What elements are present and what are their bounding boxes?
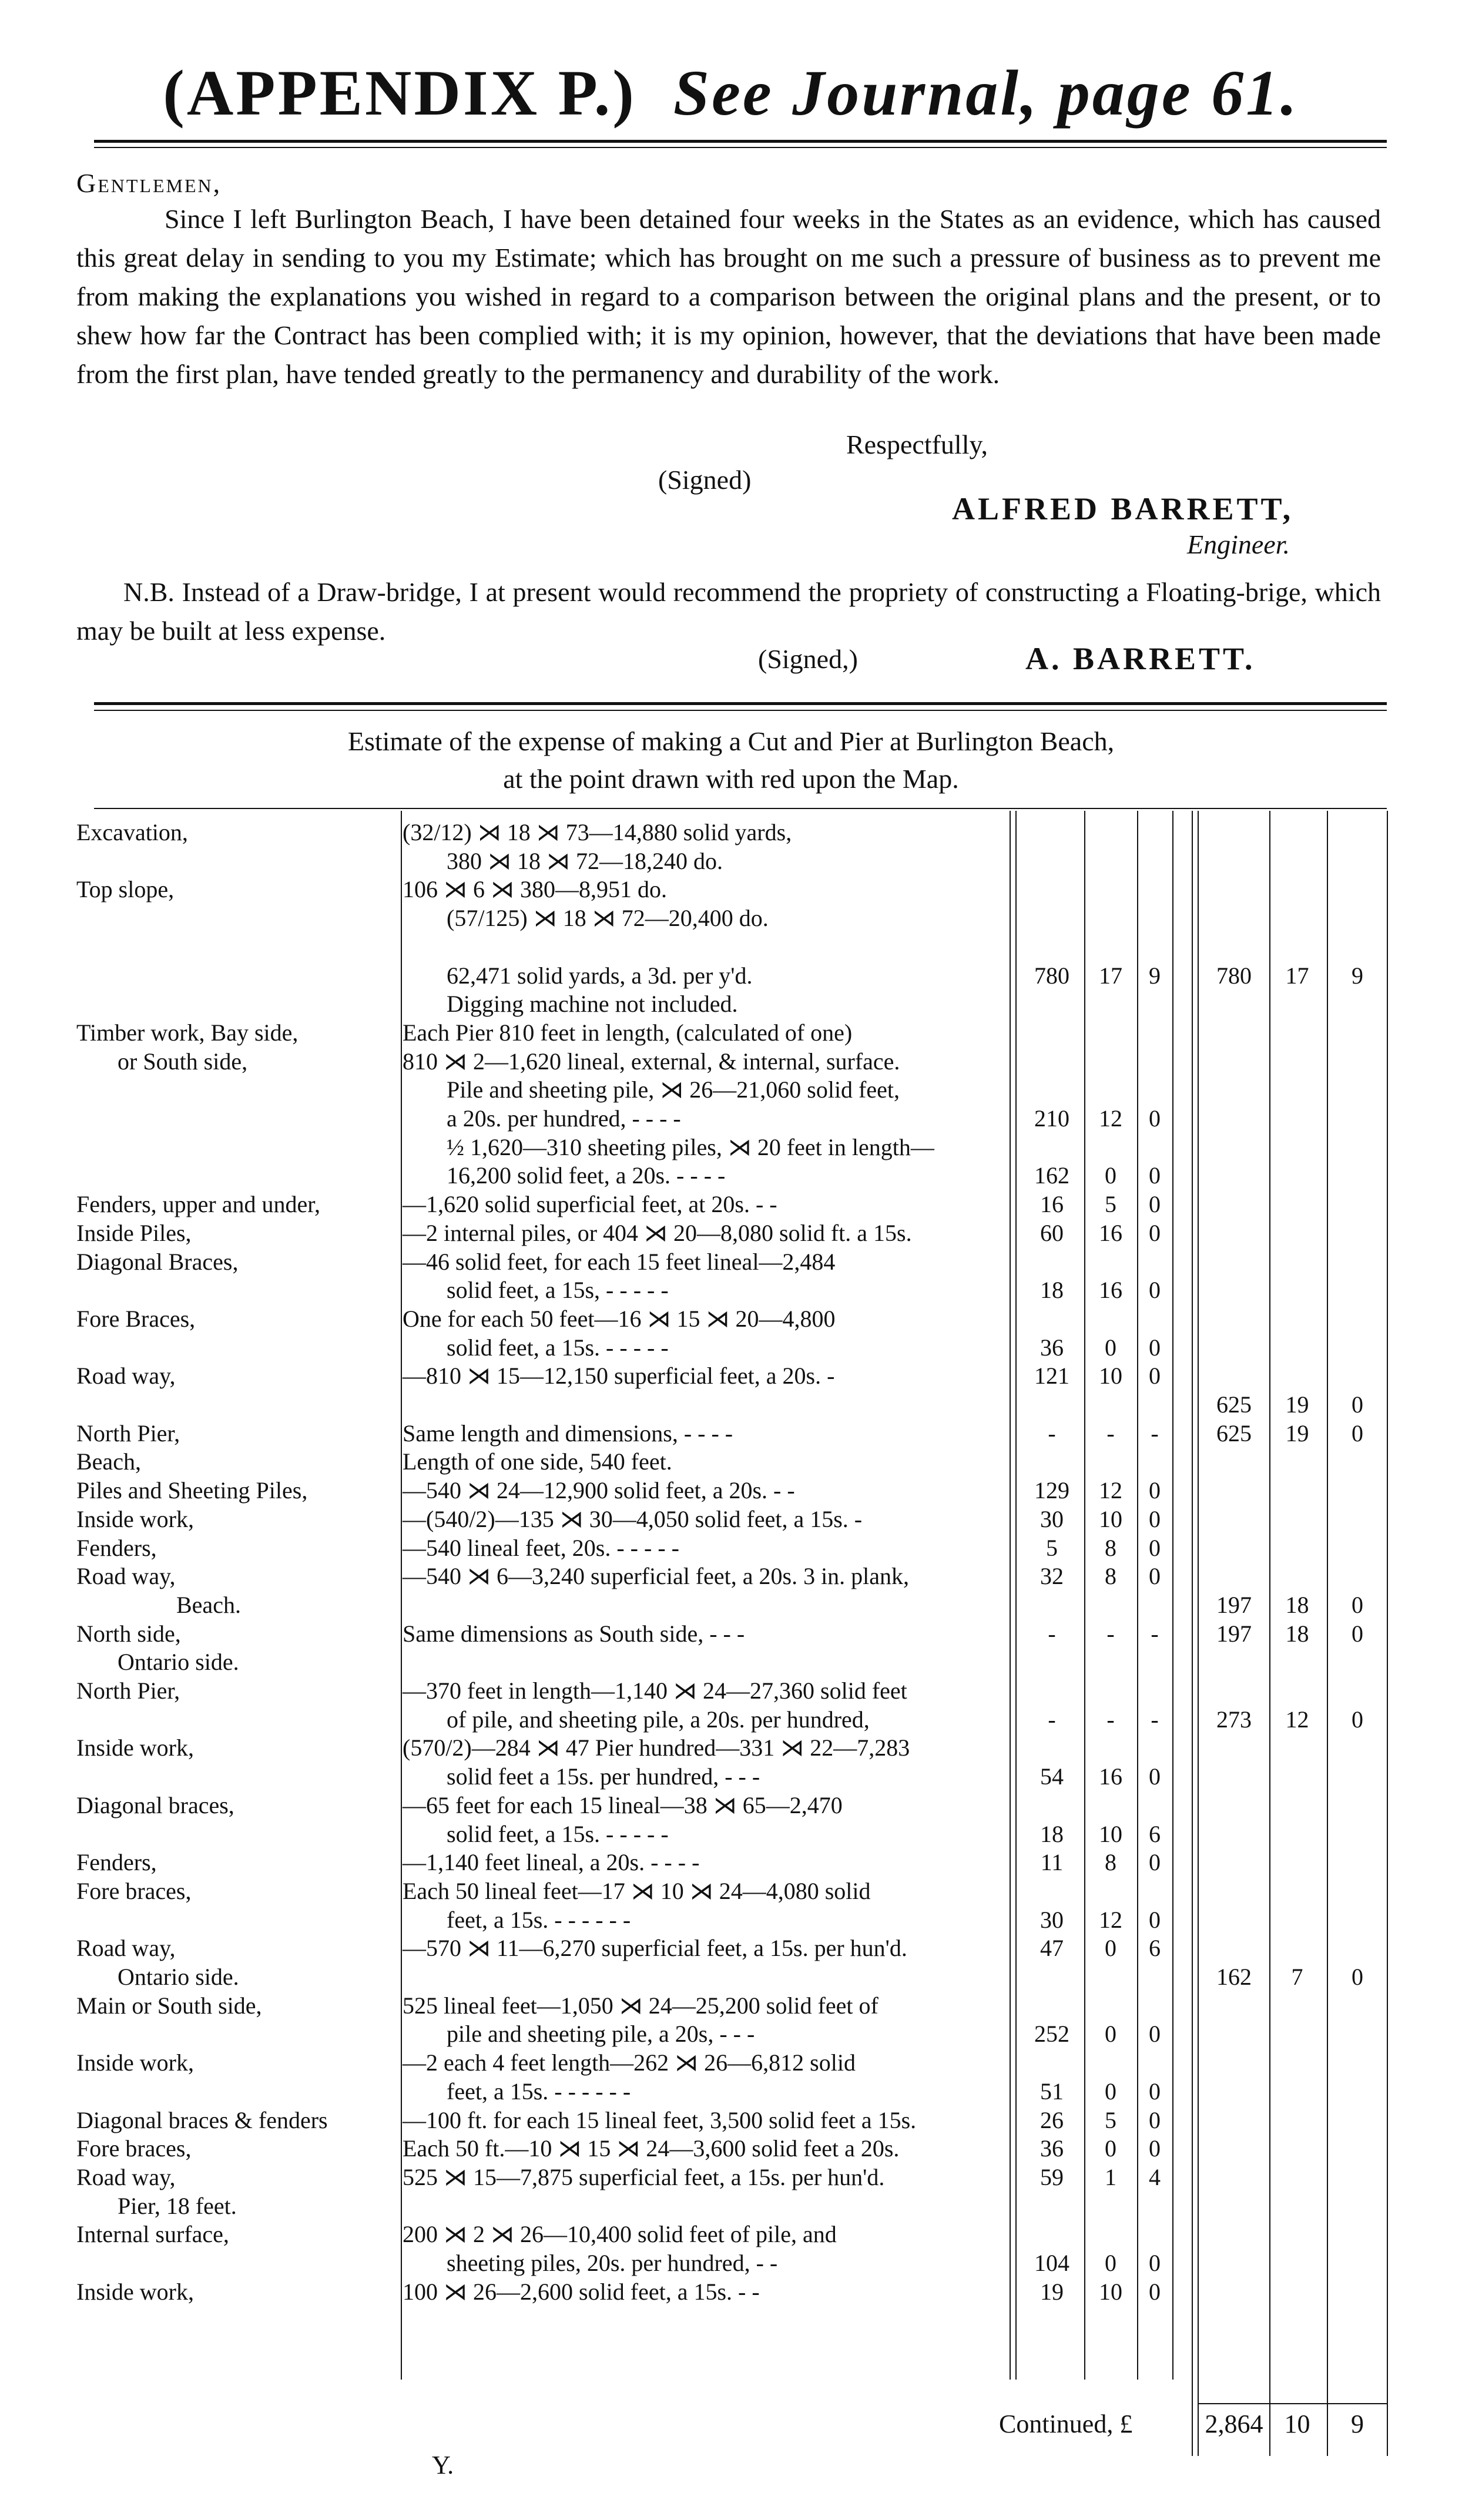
pounds-cell: 36 bbox=[1040, 1334, 1064, 1361]
engineer-name: ALFRED BARRETT, bbox=[952, 491, 1294, 526]
total-shillings-cell: 17 bbox=[1285, 962, 1309, 989]
total-shilling-line bbox=[1269, 811, 1270, 2456]
pence-cell: 0 bbox=[1149, 1763, 1161, 1790]
row-description: feet, a 15s. - - - - - - bbox=[447, 1906, 631, 1933]
pounds-cell: 104 bbox=[1034, 2250, 1069, 2276]
row-description: of pile, and sheeting pile, a 20s. per hundred, bbox=[447, 1706, 870, 1733]
pounds-cell: 59 bbox=[1040, 2163, 1064, 2190]
row-description: —1,620 solid superficial feet, at 20s. - - bbox=[403, 1191, 777, 1218]
table-row bbox=[0, 1592, 1462, 1618]
pence-cell: 0 bbox=[1149, 1363, 1161, 1390]
total-pounds-cell: 625 bbox=[1216, 1420, 1252, 1447]
pounds-cell: 30 bbox=[1040, 1505, 1064, 1532]
table-row bbox=[0, 1993, 1462, 2019]
journal-reference: See Journal, page 61. bbox=[673, 57, 1299, 129]
total-pounds-cell: 780 bbox=[1216, 962, 1252, 989]
row-description: 380 ⋊ 18 ⋊ 72—18,240 do. bbox=[447, 847, 723, 874]
closing: Respectfully, bbox=[846, 429, 988, 459]
table-row bbox=[0, 848, 1462, 874]
table-row bbox=[0, 2050, 1462, 2076]
row-description: 100 ⋊ 26—2,600 solid feet, a 15s. - - bbox=[403, 2278, 760, 2305]
row-description: Each 50 ft.—10 ⋊ 15 ⋊ 24—3,600 solid feet a 20s. bbox=[403, 2135, 900, 2162]
row-label: Pier, 18 feet. bbox=[118, 2192, 237, 2219]
row-label: Excavation, bbox=[76, 819, 188, 845]
table-top-rule bbox=[94, 808, 1387, 809]
row-description: solid feet, a 15s. - - - - - bbox=[447, 1334, 669, 1361]
pence-cell: 0 bbox=[1149, 2106, 1161, 2133]
total-shillings-cell: 7 bbox=[1291, 1964, 1303, 1990]
table-row bbox=[0, 2165, 1462, 2190]
pounds-cell: 11 bbox=[1040, 1849, 1064, 1876]
signed-label-2: (Signed,) bbox=[758, 644, 858, 674]
table-row bbox=[0, 1306, 1462, 1332]
pence-cell: 0 bbox=[1149, 1334, 1161, 1361]
row-description: —(540/2)—135 ⋊ 30—4,050 solid feet, a 15s. - bbox=[403, 1505, 863, 1532]
pence-cell: 0 bbox=[1149, 1849, 1161, 1876]
table-row bbox=[0, 1163, 1462, 1189]
table-row bbox=[0, 2222, 1462, 2247]
row-label: Inside work, bbox=[76, 1505, 194, 1532]
pence-cell: 0 bbox=[1149, 1534, 1161, 1561]
row-label: Internal surface, bbox=[76, 2221, 229, 2248]
pounds-cell: 47 bbox=[1040, 1935, 1064, 1962]
table-row bbox=[0, 1335, 1462, 1361]
row-description: 200 ⋊ 2 ⋊ 26—10,400 solid feet of pile, and bbox=[403, 2221, 837, 2248]
table-row bbox=[0, 1850, 1462, 1875]
row-label: Road way, bbox=[76, 1563, 176, 1590]
table-row bbox=[0, 1020, 1462, 1046]
total-pence-cell: 0 bbox=[1352, 1706, 1363, 1733]
total-shillings-cell: 18 bbox=[1285, 1591, 1309, 1618]
pounds-cell: 60 bbox=[1040, 1219, 1064, 1246]
row-description: —2 internal piles, or 404 ⋊ 20—8,080 solid ft. a 15s. bbox=[403, 1219, 912, 1246]
shillings-cell: 16 bbox=[1099, 1219, 1122, 1246]
continued-rule bbox=[1199, 2403, 1387, 2404]
pence-cell: 0 bbox=[1149, 1162, 1161, 1189]
total-pounds-cell: 197 bbox=[1216, 1620, 1252, 1647]
shillings-cell: 8 bbox=[1105, 1849, 1116, 1876]
table-row bbox=[0, 1649, 1462, 1675]
row-description: solid feet a 15s. per hundred, - - - bbox=[447, 1763, 760, 1790]
continued-pounds: 2,864 bbox=[1205, 2410, 1263, 2438]
row-label: Inside Piles, bbox=[76, 1219, 192, 1246]
pounds-cell: 32 bbox=[1040, 1563, 1064, 1590]
row-description: Same length and dimensions, - - - - bbox=[403, 1420, 733, 1447]
salutation: Gentlemen, bbox=[76, 168, 222, 198]
row-label: Diagonal Braces, bbox=[76, 1248, 239, 1275]
table-row bbox=[0, 1935, 1462, 1961]
total-pence-line bbox=[1327, 811, 1328, 2456]
table-row bbox=[0, 1964, 1462, 1990]
section-rule-thin bbox=[94, 710, 1387, 711]
shillings-cell: - bbox=[1106, 1706, 1115, 1733]
pounds-cell: 129 bbox=[1034, 1477, 1069, 1504]
total-column-line bbox=[1192, 811, 1193, 2456]
shillings-cell: 8 bbox=[1105, 1563, 1116, 1590]
shillings-cell: 0 bbox=[1105, 2250, 1116, 2276]
pounds-cell: - bbox=[1048, 1420, 1056, 1447]
shillings-cell: 12 bbox=[1099, 1906, 1122, 1933]
pounds-cell: 252 bbox=[1034, 2021, 1069, 2048]
pounds-cell: 5 bbox=[1046, 1534, 1058, 1561]
pence-cell: 0 bbox=[1149, 1191, 1161, 1218]
heading-rule bbox=[94, 140, 1387, 143]
shillings-cell: 1 bbox=[1105, 2163, 1116, 2190]
pounds-cell: 210 bbox=[1034, 1105, 1069, 1132]
table-row bbox=[0, 905, 1462, 931]
row-label: Inside work, bbox=[76, 1734, 194, 1761]
row-description: 16,200 solid feet, a 20s. - - - - bbox=[447, 1162, 726, 1189]
total-pounds-cell: 197 bbox=[1216, 1591, 1252, 1618]
table-row bbox=[0, 1821, 1462, 1847]
estimate-title-2: at the point drawn with red upon the Map. bbox=[503, 764, 959, 794]
section-rule bbox=[94, 702, 1387, 705]
shillings-cell: 10 bbox=[1099, 1820, 1122, 1847]
pence-cell: 0 bbox=[1149, 2250, 1161, 2276]
row-label: Fenders, upper and under, bbox=[76, 1191, 320, 1218]
amount-column-line-2 bbox=[1015, 811, 1017, 2380]
total-pounds-cell: 162 bbox=[1216, 1964, 1252, 1990]
row-description: 810 ⋊ 2—1,620 lineal, external, & internal, surface. bbox=[403, 1048, 900, 1075]
row-label: Road way, bbox=[76, 2163, 176, 2190]
row-label: or South side, bbox=[118, 1048, 248, 1075]
row-description: —46 solid feet, for each 15 feet lineal—2,484 bbox=[403, 1248, 836, 1275]
total-pence-cell: 0 bbox=[1352, 1591, 1363, 1618]
row-description: (570/2)—284 ⋊ 47 Pier hundred—331 ⋊ 22—7,283 bbox=[403, 1734, 910, 1761]
total-pence-cell: 0 bbox=[1352, 1391, 1363, 1418]
row-description: —810 ⋊ 15—12,150 superficial feet, a 20s. - bbox=[403, 1363, 835, 1390]
row-label: Fore braces, bbox=[76, 2135, 192, 2162]
page-heading bbox=[0, 56, 1462, 130]
letter-body: Since I left Burlington Beach, I have been detained four weeks in the States as an evidence, which has caused this great delay in sending to you my Estimate; which has brought on me such a pressure of business as to prevent me from making the explanations you wished in regard to a comparison between the original plans and the present, or to shew how far the Contract has been complied with; it is my opinion, however, that the deviations that have been made from the first plan, have tended greatly to the permanency and durability of the work. bbox=[76, 204, 1381, 389]
signed-label: (Signed) bbox=[658, 465, 752, 495]
shillings-cell: 8 bbox=[1105, 1534, 1116, 1561]
shillings-cell: - bbox=[1106, 1420, 1115, 1447]
row-description: Each Pier 810 feet in length, (calculated of one) bbox=[403, 1019, 853, 1046]
table-row bbox=[0, 1678, 1462, 1704]
pence-cell: 0 bbox=[1149, 2078, 1161, 2105]
shillings-cell: 12 bbox=[1099, 1477, 1122, 1504]
pence-cell: 0 bbox=[1149, 1477, 1161, 1504]
desc-column-line bbox=[401, 811, 402, 2380]
pounds-cell: 121 bbox=[1034, 1363, 1069, 1390]
row-label: Beach. bbox=[176, 1591, 241, 1618]
pence-cell: - bbox=[1151, 1706, 1159, 1733]
row-label: Piles and Sheeting Piles, bbox=[76, 1477, 308, 1504]
total-pence-cell: 9 bbox=[1352, 962, 1363, 989]
heading-rule-thin bbox=[94, 147, 1387, 148]
total-shillings-cell: 19 bbox=[1285, 1391, 1309, 1418]
total-shillings-cell: 12 bbox=[1285, 1706, 1309, 1733]
table-row bbox=[0, 1506, 1462, 1532]
pounds-cell: 18 bbox=[1040, 1820, 1064, 1847]
row-label: North Pier, bbox=[76, 1677, 180, 1704]
row-label: Fenders, bbox=[76, 1849, 157, 1876]
nb-note: N.B. Instead of a Draw-bridge, I at present would recommend the propriety of constructing a Floating-brige, which may be built at less expense. bbox=[76, 577, 1381, 646]
table-right-line bbox=[1387, 811, 1388, 2456]
pence-cell: 9 bbox=[1149, 962, 1161, 989]
table-row bbox=[0, 1707, 1462, 1733]
signature-mark: Y. bbox=[432, 2451, 454, 2479]
pounds-cell: 19 bbox=[1040, 2278, 1064, 2305]
row-description: —540 ⋊ 24—12,900 solid feet, a 20s. - - bbox=[403, 1477, 795, 1504]
pounds-cell: 16 bbox=[1040, 1191, 1064, 1218]
engineer-title: Engineer. bbox=[1187, 529, 1290, 559]
table-row bbox=[0, 934, 1462, 960]
row-description: (32/12) ⋊ 18 ⋊ 73—14,880 solid yards, bbox=[403, 819, 792, 845]
row-label: Road way, bbox=[76, 1363, 176, 1390]
subtotal-column-line bbox=[1172, 811, 1173, 2380]
shillings-cell: 16 bbox=[1099, 1763, 1122, 1790]
pence-cell: 0 bbox=[1149, 2278, 1161, 2305]
row-label: Beach, bbox=[76, 1448, 141, 1475]
total-pounds-cell: 625 bbox=[1216, 1391, 1252, 1418]
pence-cell: - bbox=[1151, 1420, 1159, 1447]
table-row bbox=[0, 1106, 1462, 1132]
row-label: Fenders, bbox=[76, 1534, 157, 1561]
continued-pence: 9 bbox=[1351, 2410, 1364, 2438]
table-row bbox=[0, 1392, 1462, 1418]
table-row bbox=[0, 2021, 1462, 2047]
shillings-cell: 0 bbox=[1105, 2021, 1116, 2048]
pence-column-line bbox=[1137, 811, 1138, 2380]
row-description: 62,471 solid yards, a 3d. per y'd. bbox=[447, 962, 753, 989]
row-label: Top slope, bbox=[76, 876, 175, 903]
row-label: Main or South side, bbox=[76, 1992, 262, 2019]
shillings-cell: 10 bbox=[1099, 1505, 1122, 1532]
pounds-cell: 54 bbox=[1040, 1763, 1064, 1790]
row-description: (57/125) ⋊ 18 ⋊ 72—20,400 do. bbox=[447, 905, 769, 932]
pounds-cell: 36 bbox=[1040, 2135, 1064, 2162]
row-label: Inside work, bbox=[76, 2278, 194, 2305]
row-label: Timber work, Bay side, bbox=[76, 1019, 299, 1046]
amount-column-line bbox=[1010, 811, 1011, 2380]
row-label: Fore Braces, bbox=[76, 1305, 196, 1332]
table-row bbox=[0, 1907, 1462, 1933]
row-description: sheeting piles, 20s. per hundred, - - bbox=[447, 2250, 778, 2276]
pounds-cell: 780 bbox=[1034, 962, 1069, 989]
row-label: Diagonal braces & fenders bbox=[76, 2106, 328, 2133]
pence-cell: 0 bbox=[1149, 2135, 1161, 2162]
pence-cell: - bbox=[1151, 1620, 1159, 1647]
table-row bbox=[0, 1220, 1462, 1246]
row-description: feet, a 15s. - - - - - - bbox=[447, 2078, 631, 2105]
table-row bbox=[0, 1793, 1462, 1818]
pounds-cell: 18 bbox=[1040, 1277, 1064, 1304]
shillings-cell: 17 bbox=[1099, 962, 1122, 989]
pounds-cell: - bbox=[1048, 1620, 1056, 1647]
row-label: Ontario side. bbox=[118, 1649, 239, 1676]
row-description: —2 each 4 feet length—262 ⋊ 26—6,812 solid bbox=[403, 2049, 856, 2076]
shillings-cell: 10 bbox=[1099, 1363, 1122, 1390]
pence-cell: 0 bbox=[1149, 2021, 1161, 2048]
shillings-cell: 12 bbox=[1099, 1105, 1122, 1132]
table-row bbox=[0, 1478, 1462, 1504]
table-row bbox=[0, 1563, 1462, 1589]
table-row bbox=[0, 1049, 1462, 1075]
table-row bbox=[0, 1135, 1462, 1160]
row-label: Ontario side. bbox=[118, 1964, 239, 1990]
pounds-cell: - bbox=[1048, 1706, 1056, 1733]
table-row bbox=[0, 1363, 1462, 1389]
pence-cell: 0 bbox=[1149, 1219, 1161, 1246]
total-shillings-cell: 19 bbox=[1285, 1420, 1309, 1447]
row-description: 525 ⋊ 15—7,875 superficial feet, a 15s. per hun'd. bbox=[403, 2163, 885, 2190]
table-row bbox=[0, 2193, 1462, 2219]
total-pence-cell: 0 bbox=[1352, 1420, 1363, 1447]
row-description: —65 feet for each 15 lineal—38 ⋊ 65—2,470 bbox=[403, 1791, 843, 1818]
table-row bbox=[0, 1764, 1462, 1790]
total-pence-cell: 0 bbox=[1352, 1620, 1363, 1647]
row-description: Pile and sheeting pile, ⋊ 26—21,060 solid feet, bbox=[447, 1076, 900, 1103]
table-row bbox=[0, 1535, 1462, 1561]
shillings-cell: 16 bbox=[1099, 1277, 1122, 1304]
pence-cell: 4 bbox=[1149, 2163, 1161, 2190]
row-description: —100 ft. for each 15 lineal feet, 3,500 solid feet a 15s. bbox=[403, 2106, 917, 2133]
pounds-cell: 51 bbox=[1040, 2078, 1064, 2105]
shillings-cell: 0 bbox=[1105, 2135, 1116, 2162]
table-row bbox=[0, 2279, 1462, 2305]
row-description: —540 lineal feet, 20s. - - - - - bbox=[403, 1534, 679, 1561]
pence-cell: 6 bbox=[1149, 1935, 1161, 1962]
table-row bbox=[0, 1077, 1462, 1103]
pence-cell: 0 bbox=[1149, 1105, 1161, 1132]
row-description: solid feet, a 15s, - - - - - bbox=[447, 1277, 669, 1304]
appendix-label: (APPENDIX P.) bbox=[163, 57, 636, 129]
row-label: North Pier, bbox=[76, 1420, 180, 1447]
table-row bbox=[0, 1192, 1462, 1217]
row-description: Same dimensions as South side, - - - bbox=[403, 1620, 745, 1647]
total-column-line-2 bbox=[1198, 811, 1199, 2456]
table-row bbox=[0, 963, 1462, 989]
row-description: 106 ⋊ 6 ⋊ 380—8,951 do. bbox=[403, 876, 667, 903]
pounds-cell: 30 bbox=[1040, 1906, 1064, 1933]
row-description: —540 ⋊ 6—3,240 superficial feet, a 20s. 3 in. plank, bbox=[403, 1563, 910, 1590]
table-row bbox=[0, 2250, 1462, 2276]
total-shillings-cell: 18 bbox=[1285, 1620, 1309, 1647]
table-row bbox=[0, 991, 1462, 1017]
row-description: solid feet, a 15s. - - - - - bbox=[447, 1820, 669, 1847]
continued-shillings: 10 bbox=[1284, 2410, 1310, 2438]
table-row bbox=[0, 1878, 1462, 1904]
table-row bbox=[0, 1421, 1462, 1447]
shillings-cell: 0 bbox=[1105, 1935, 1116, 1962]
pence-cell: 0 bbox=[1149, 1505, 1161, 1532]
total-pounds-cell: 273 bbox=[1216, 1706, 1252, 1733]
row-description: Each 50 lineal feet—17 ⋊ 10 ⋊ 24—4,080 solid bbox=[403, 1877, 871, 1904]
table-row bbox=[0, 1277, 1462, 1303]
table-row bbox=[0, 1249, 1462, 1275]
row-description: a 20s. per hundred, - - - - bbox=[447, 1105, 681, 1132]
row-description: One for each 50 feet—16 ⋊ 15 ⋊ 20—4,800 bbox=[403, 1305, 836, 1332]
continued-label: Continued, £ bbox=[999, 2410, 1133, 2438]
row-description: —1,140 feet lineal, a 20s. - - - - bbox=[403, 1849, 700, 1876]
pence-cell: 6 bbox=[1149, 1820, 1161, 1847]
shillings-cell: 10 bbox=[1099, 2278, 1122, 2305]
table-row bbox=[0, 1621, 1462, 1647]
shillings-cell: 5 bbox=[1105, 1191, 1116, 1218]
shillings-cell: 5 bbox=[1105, 2106, 1116, 2133]
row-label: Fore braces, bbox=[76, 1877, 192, 1904]
table-row bbox=[0, 820, 1462, 845]
table-row bbox=[0, 2136, 1462, 2162]
row-label: North side, bbox=[76, 1620, 181, 1647]
table-row bbox=[0, 2108, 1462, 2133]
row-description: Length of one side, 540 feet. bbox=[403, 1448, 672, 1475]
signature-name: A. BARRETT. bbox=[1025, 641, 1256, 676]
row-label: Diagonal braces, bbox=[76, 1791, 234, 1818]
table-row bbox=[0, 1735, 1462, 1761]
shillings-cell: - bbox=[1106, 1620, 1115, 1647]
table-row bbox=[0, 2079, 1462, 2105]
total-pence-cell: 0 bbox=[1352, 1964, 1363, 1990]
row-label: Road way, bbox=[76, 1935, 176, 1962]
pence-cell: 0 bbox=[1149, 1277, 1161, 1304]
pence-cell: 0 bbox=[1149, 1906, 1161, 1933]
row-description: Digging machine not included. bbox=[447, 991, 738, 1018]
row-description: pile and sheeting pile, a 20s, - - - bbox=[447, 2021, 755, 2048]
pence-cell: 0 bbox=[1149, 1563, 1161, 1590]
pounds-cell: 26 bbox=[1040, 2106, 1064, 2133]
estimate-title-1: Estimate of the expense of making a Cut and Pier at Burlington Beach, bbox=[347, 726, 1115, 756]
table-row bbox=[0, 1449, 1462, 1475]
row-description: 525 lineal feet—1,050 ⋊ 24—25,200 solid feet of bbox=[403, 1992, 878, 2019]
shillings-cell: 0 bbox=[1105, 1162, 1116, 1189]
shillings-cell: 0 bbox=[1105, 2078, 1116, 2105]
shilling-column-line bbox=[1084, 811, 1085, 2380]
row-description: —370 feet in length—1,140 ⋊ 24—27,360 solid feet bbox=[403, 1677, 907, 1704]
row-description: ½ 1,620—310 sheeting piles, ⋊ 20 feet in length— bbox=[447, 1133, 934, 1160]
row-label: Inside work, bbox=[76, 2049, 194, 2076]
shillings-cell: 0 bbox=[1105, 1334, 1116, 1361]
row-description: —570 ⋊ 11—6,270 superficial feet, a 15s. per hun'd. bbox=[403, 1935, 907, 1962]
pounds-cell: 162 bbox=[1034, 1162, 1069, 1189]
table-row bbox=[0, 877, 1462, 902]
